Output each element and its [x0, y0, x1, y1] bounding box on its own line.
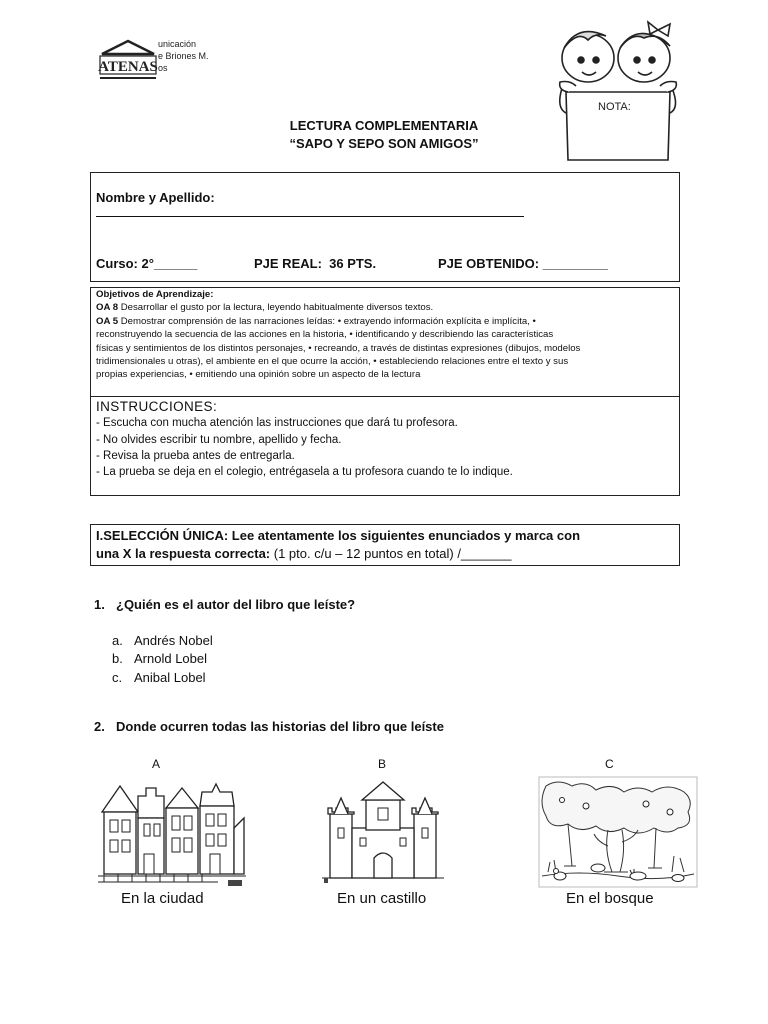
- svg-text:NOTA:: NOTA:: [598, 101, 631, 113]
- instructions-title: INSTRUCCIONES:: [96, 399, 218, 414]
- option-arnold-lobel[interactable]: Arnold Lobel: [134, 651, 207, 666]
- header-info: unicación e Briones M. os: [158, 39, 209, 73]
- instruction-item: - La prueba se deja en el colegio, entrégasela a tu profesora cuando te lo indique.: [96, 466, 513, 478]
- objectives-text: Objetivos de Aprendizaje: OA 8 Desarrollar el gusto por la lectura, leyendo habitualmente diversos textos. OA 5 Demostrar comprensión de las narraciones leídas: • extrayendo información explícita e implícita, • reconstruyendo la secuencia de las acciones en la historia, • identificando y describiendo las características físicas y sentimientos de los distintos personajes, • recreando, a través de distintas expresiones (dibujos, modelos tridimensionales u otras), el ambiente en el que ocurre la acción, • estableciendo relaciones entre el texto y sus propias experiencias, • emitiendo una opinión sobre un aspecto de la lectura: [96, 289, 581, 381]
- option-andres-nobel[interactable]: Andrés Nobel: [134, 633, 213, 648]
- caption-castillo: En un castillo: [337, 890, 427, 907]
- city-houses-icon[interactable]: [98, 778, 246, 888]
- pje-obtenido[interactable]: PJE OBTENIDO: _________: [438, 256, 608, 271]
- caption-ciudad: En la ciudad: [121, 890, 204, 907]
- question-2-text: Donde ocurren todas las historias del libro que leíste: [116, 719, 444, 734]
- picture-letter-b: B: [378, 757, 387, 771]
- forest-icon[interactable]: [538, 776, 698, 888]
- question-2-number: 2.: [94, 719, 105, 734]
- option-anibal-lobel[interactable]: Anibal Lobel: [134, 670, 206, 685]
- castle-icon[interactable]: [322, 778, 444, 884]
- svg-text:ATENAS: ATENAS: [98, 59, 158, 75]
- option-letter: c.: [112, 670, 123, 685]
- question-1-text: ¿Quién es el autor del libro que leíste?: [116, 597, 356, 612]
- section-heading: I.SELECCIÓN ÚNICA: Lee atentamente los siguientes enunciados y marca con una X la respuesta correcta: (1 pto. c/u – 12 puntos en total) /_______: [96, 528, 581, 561]
- instruction-item: - Escucha con mucha atención las instrucciones que dará tu profesora.: [96, 417, 458, 429]
- pje-real: PJE REAL: 36 PTS.: [254, 256, 377, 271]
- instruction-item: - No olvides escribir tu nombre, apellido y fecha.: [96, 434, 342, 446]
- picture-letter-c: C: [605, 757, 614, 771]
- option-letter: b.: [112, 651, 123, 666]
- name-input-line[interactable]: [96, 204, 524, 217]
- title-line-2: “SAPO Y SEPO SON AMIGOS”: [289, 136, 479, 151]
- instruction-item: - Revisa la prueba antes de entregarla.: [96, 450, 295, 462]
- school-logo-icon: [98, 38, 158, 82]
- curso-label[interactable]: Curso: 2°______: [96, 256, 198, 271]
- name-label: Nombre y Apellido:: [96, 190, 215, 205]
- caption-bosque: En el bosque: [566, 890, 654, 907]
- title-line-1: LECTURA COMPLEMENTARIA: [289, 118, 479, 133]
- option-letter: a.: [112, 633, 123, 648]
- question-1-number: 1.: [94, 597, 105, 612]
- picture-letter-a: A: [152, 757, 161, 771]
